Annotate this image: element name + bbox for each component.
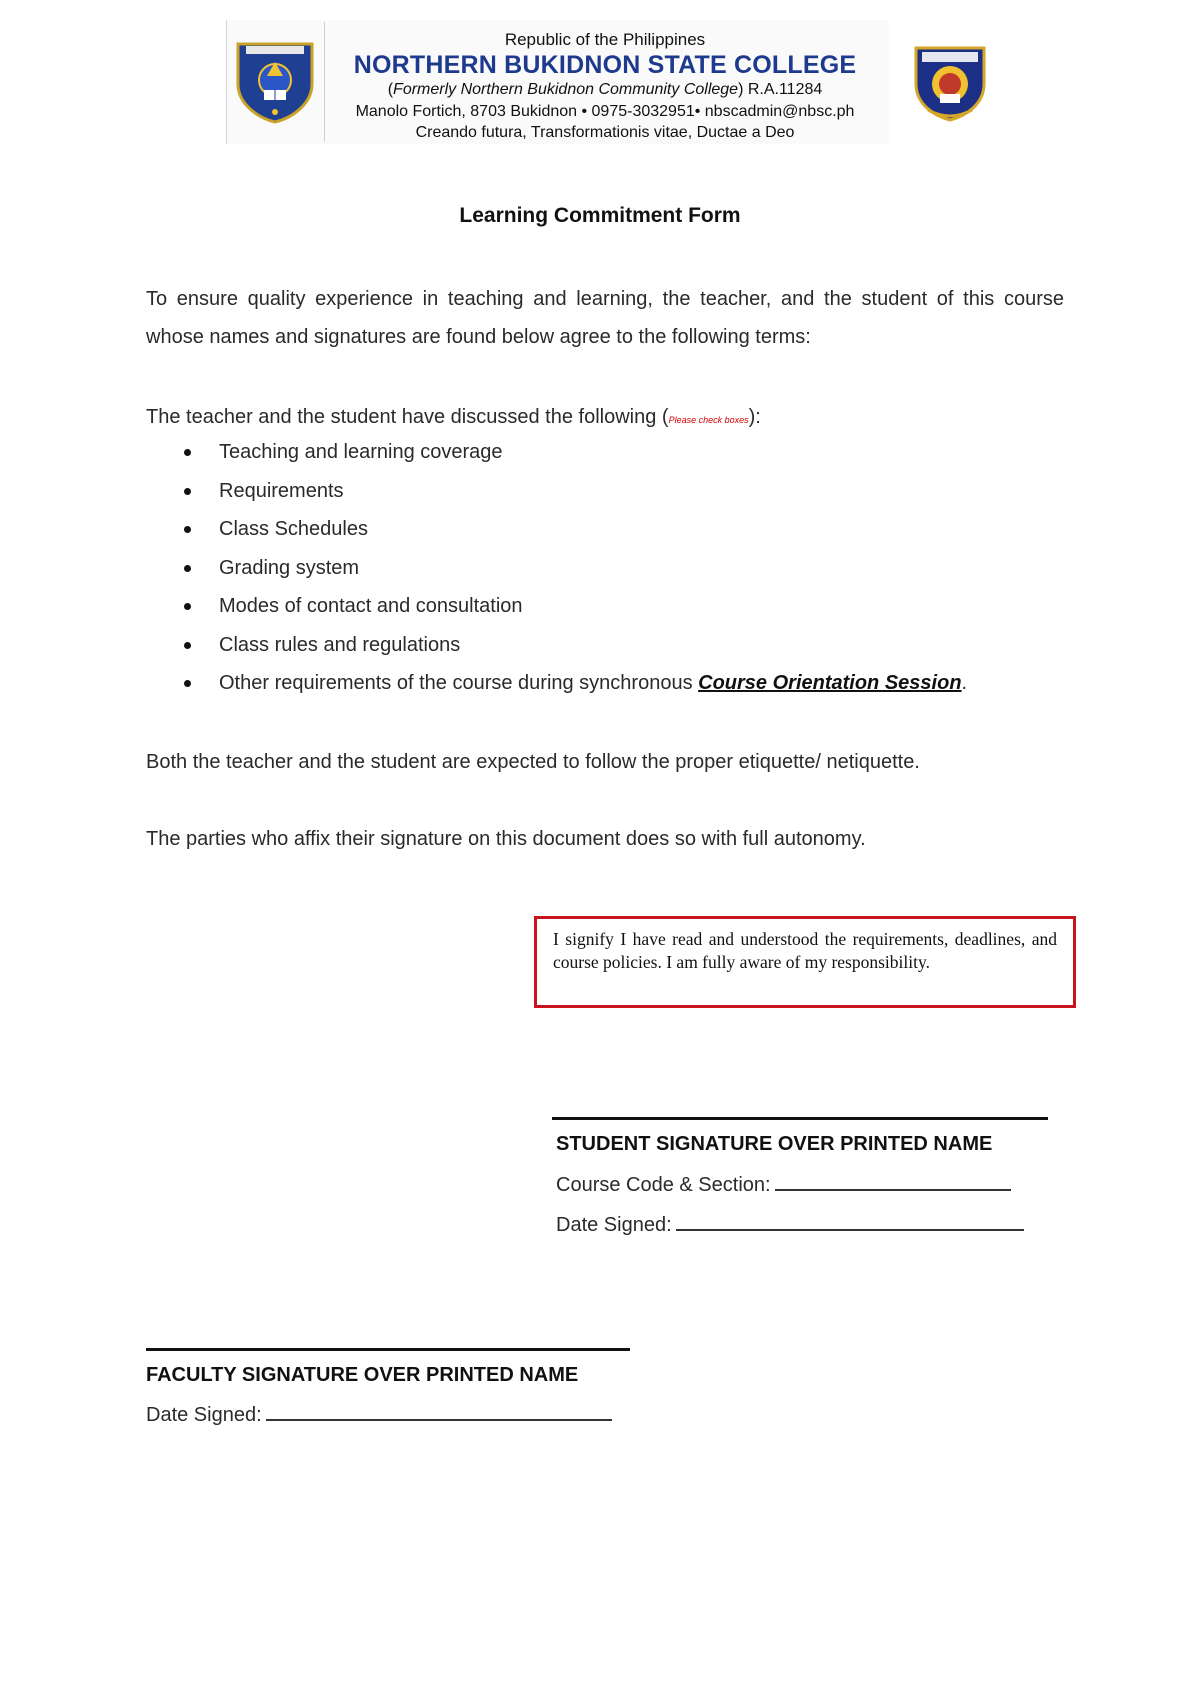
course-code-label: Course Code & Section:	[556, 1174, 771, 1196]
nbsc-shield-logo	[230, 38, 320, 124]
faculty-date-blank[interactable]	[266, 1403, 612, 1421]
student-signature-line[interactable]	[552, 1117, 1048, 1120]
formerly-open: (	[387, 81, 394, 99]
check-boxes-note: Please check boxes	[668, 415, 749, 425]
course-code-field	[556, 1173, 1011, 1197]
college-seal-logo	[908, 40, 992, 124]
list-item-label: Modes of contact and consultation	[219, 595, 523, 617]
list-item	[146, 472, 1064, 511]
student-date-label: Date Signed:	[556, 1214, 672, 1236]
bullet-icon	[184, 488, 191, 495]
course-orientation-session: Course Orientation Session	[698, 672, 962, 694]
acknowledgement-statement: I signify I have read and understood the requirements, deadlines, and course policies. I am fully aware of my responsibility.	[534, 916, 1076, 1008]
republic-line: Republic of the Philippines	[504, 30, 706, 49]
list-item	[146, 549, 1064, 588]
student-date-blank[interactable]	[676, 1213, 1024, 1231]
formerly-close: ) R.A.11284	[738, 81, 823, 99]
faculty-date-field	[146, 1403, 612, 1427]
course-code-blank[interactable]	[775, 1173, 1011, 1191]
bullet-icon	[184, 642, 191, 649]
faculty-date-label: Date Signed:	[146, 1404, 262, 1426]
faculty-signature-line[interactable]	[146, 1348, 630, 1351]
letterhead-text	[330, 30, 880, 142]
list-item-label: Requirements	[219, 479, 344, 502]
faculty-signature-label: FACULTY SIGNATURE OVER PRINTED NAME	[146, 1364, 579, 1386]
bullet-icon	[184, 680, 191, 687]
student-date-field	[556, 1213, 1024, 1237]
list-item	[146, 626, 1064, 665]
formerly-name: Formerly Northern Bukidnon Community College	[393, 81, 739, 99]
bullet-icon	[184, 565, 191, 572]
letterhead-divider	[324, 22, 325, 142]
bullet-icon	[184, 603, 191, 610]
list-item	[146, 664, 1064, 703]
list-item	[146, 510, 1064, 549]
bullet-icon	[184, 449, 191, 456]
list-item-label: Grading system	[219, 556, 360, 579]
address-line: Manolo Fortich, 8703 Bukidnon • 0975-3032951• nbscadmin@nbsc.ph	[355, 102, 855, 120]
list-item	[146, 433, 1064, 472]
discussed-tail: ):	[748, 406, 761, 428]
last-item-prefix: Other requirements of the course during synchronous	[219, 672, 699, 694]
list-item-label: Teaching and learning coverage	[219, 441, 503, 463]
last-item-suffix: .	[961, 672, 968, 694]
motto-line: Creando futura, Transformationis vitae, Ductae a Deo	[415, 124, 795, 142]
autonomy-paragraph: The parties who affix their signature on this document does so with full autonomy.	[146, 828, 866, 850]
student-signature-label: STUDENT SIGNATURE OVER PRINTED NAME	[556, 1133, 993, 1155]
list-item-label: Class rules and regulations	[219, 633, 461, 656]
discussed-lead: The teacher and the student have discussed the following (	[146, 406, 669, 428]
bullet-icon	[184, 526, 191, 533]
formerly-line	[330, 81, 880, 99]
list-item-label: Class Schedules	[219, 518, 368, 540]
list-item	[146, 587, 1064, 626]
etiquette-paragraph: Both the teacher and the student are expected to follow the proper etiquette/ netiquette.	[146, 751, 920, 773]
discussed-items-list	[146, 433, 1064, 703]
form-title: Learning Commitment Form	[459, 204, 741, 227]
intro-paragraph: To ensure quality experience in teaching and learning, the teacher, and the student of this course whose names and signatures are found below agree to the following terms:	[146, 288, 1064, 348]
college-name: NORTHERN BUKIDNON STATE COLLEGE	[353, 50, 857, 79]
